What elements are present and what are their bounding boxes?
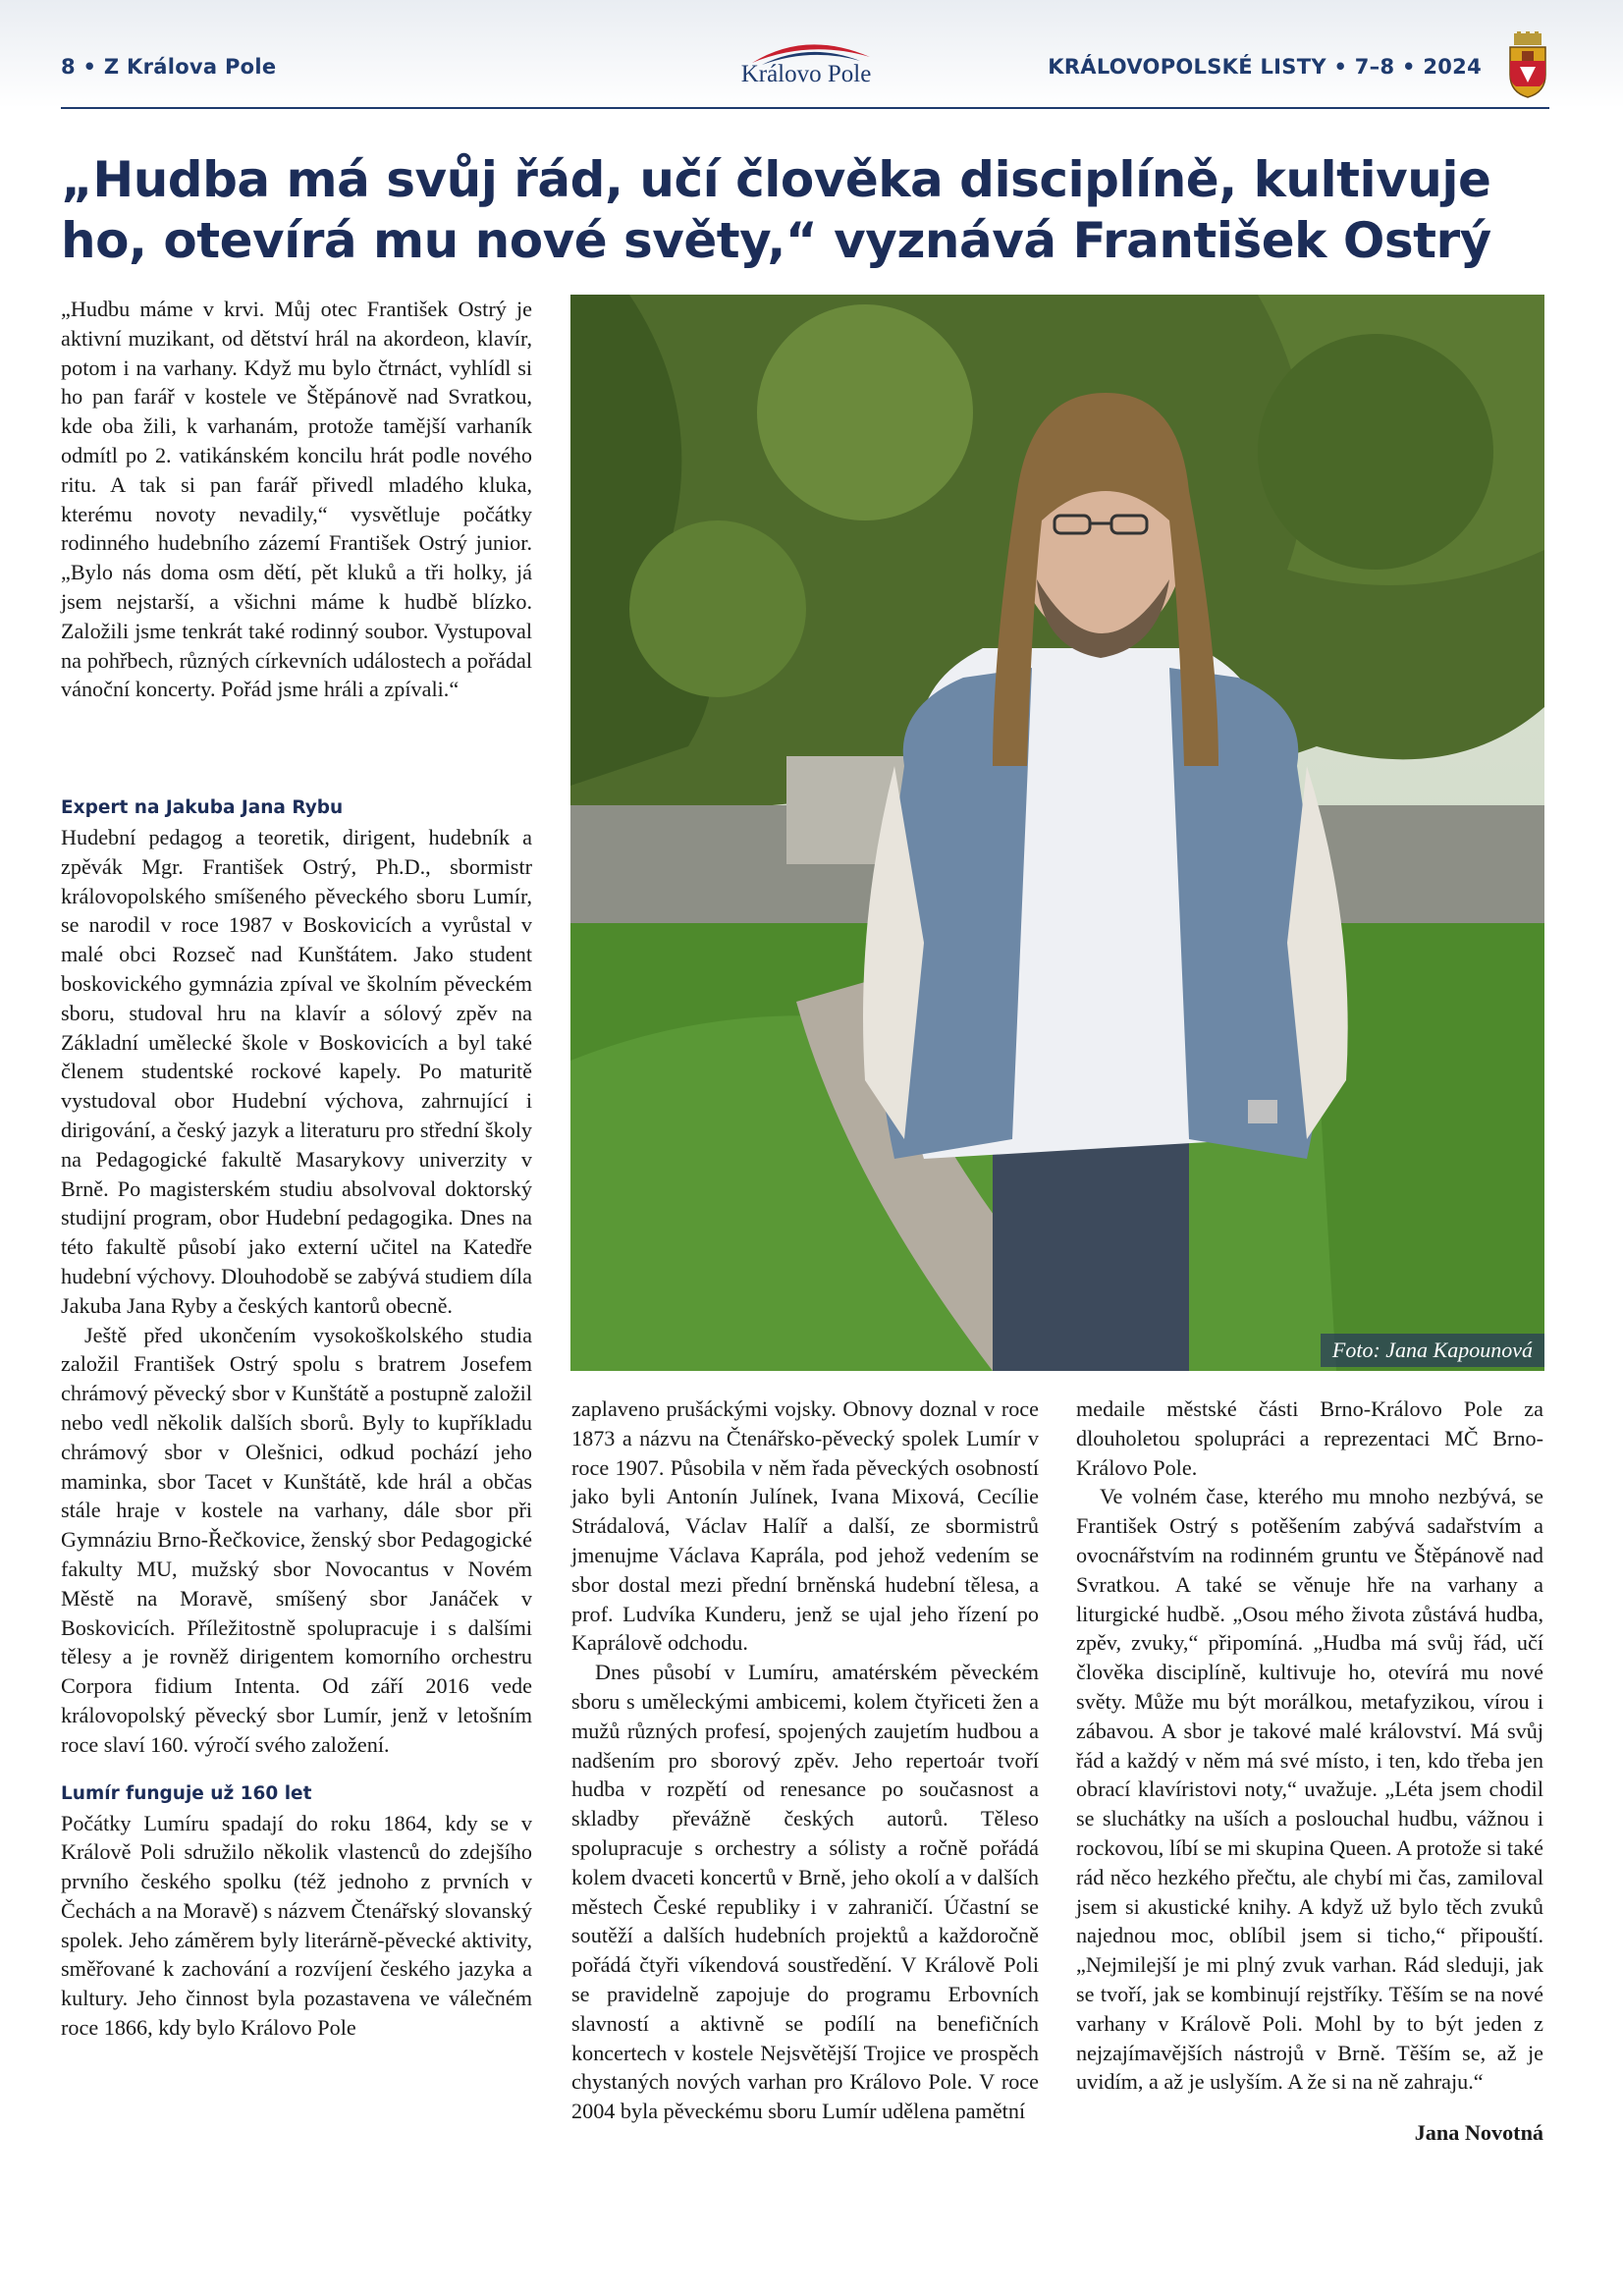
subheading-lumir: Lumír funguje už 160 let [61,1782,312,1804]
page-header [0,0,1623,108]
logo-text: Královo Pole [740,61,872,87]
right-column [1076,1394,1543,2148]
paragraph-bio: Hudební pedagog a teoretik, dirigent, hudebník a zpěvák Mgr. František Ostrý, Ph.D., sbormistr královopolského smíšeného pěveckého sboru Lumír, se narodil v roce 1987 v Boskovicích a vyrůstal v malé obci Rozseč nad Kunštátem. Jako student boskovického gymnázia zpíval ve školním pěveckém sboru, studoval hru na klavír a sólový zpěv na Základní umělecké škole v Boskovicích a byl také členem studentské rockové kapely. Po maturitě vystudoval obor Hudební výchova, zahrnující i dirigování, a český jazyk a literaturu pro střední školy na Pedagogické fakultě Masarykovy univerzity v Brně. Po magisterském studiu absolvoval doktorský studijní program, obor Hudební pedagogika. Dnes na této fakultě působí jako externí učitel na Katedře hudební výchovy. Dlouhodobě se zabývá studiem díla Jakuba Jana Ryby a českých kantorů obecně. [61,825,532,1318]
paragraph-free-time: Ve volném čase, kterého mu mnoho nezbývá, se František Ostrý s potěšením zabývá sadařstvím a ovocnářstvím na rodinném gruntu ve Štěpánově nad Svratkou. A také se věnuje hře na varhany a liturgické hudbě. „Osou mého života zůstává hudba, zpěv, zvuky,“ připomíná. „Hudba má svůj řád, učí člověka disciplíně, kultivuje ho, otevírá mu nové světy. Může mu být morálkou, metafyzikou, vírou i zábavou. A sbor je takové malé království. Má svůj řád a každý v něm má své místo, i ten, kdo třeba jen obrací klavíristovi noty,“ uvažuje. „Léta jsem chodil se sluchátky na uších a poslouchal hudbu, vážnou i rockovou, líbí se mi skupina Queen. A protože si také rád něco hezkého přečtu, ale chybí mi čas, zamiloval jsem si akustické knihy. A když už bylo těch zvuků najednou moc, oblíbil jsem si ticho,“ připouští. „Nejmilejší je mi plný zvuk varhan. Rád sleduji, jak se tvoří, jak se kombinují rejstříky. Těším se na nové varhany v Králově Poli. Mohl by to být jeden z nejzajímavějších nástrojů v Brně. Těším se, až je uvidím, a až je uslyším. A že si na ně zahraju.“ [1076,1484,1543,2095]
coat-of-arms-icon [1506,31,1549,98]
publication-issue: KRÁLOVOPOLSKÉ LISTY • 7–8 • 2024 [1048,55,1482,79]
paragraph-choirs: Ještě před ukončením vysokoškolského studia založil František Ostrý spolu s bratrem Josefem chrámový pěvecký sbor v Kunštátě a postupně založil nebo vedl několik dalších sborů. Byly to kupříkladu chrámový sbor v Olešnici, odkud pochází jeho maminka, sbor Tacet v Kunštátě, kde hrál a občas stále hraje v kostele na varhany, dále sbor při Gymnáziu Brno-Řečkovice, ženský sbor Pedagogické fakulty MU, mužský sbor Novocantus v Novém Městě na Moravě, smíšený sbor Janáček v Boskovicích. Příležitostně spolupracuje i s dalšími tělesy a je rovněž dirigentem komorního orchestru Corpora fidium Intenta. Od září 2016 vede královopolský pěvecký sbor Lumír, jenž v letošním roce slaví 160. výročí svého založení. [61,1322,532,1757]
photo-caption: Foto: Jana Kapounová [1321,1334,1544,1367]
portrait-photo [570,295,1544,1371]
paragraph-lumir-history: Počátky Lumíru spadají do roku 1864, kdy se v Králově Poli sdružilo několik vlastenců do zdejšího prvního českého spolku (též jednoho z prvních v Čechách a na Moravě) s názvem Čtenářský slovanský spolek. Jeho záměrem byly literárně-pěvecké aktivity, směřované k zachování a rozvíjení českého jazyka a kultury. Jeho činnost byla pozastavena ve válečném roce 1866, kdy bylo Královo Pole [61,1810,532,2041]
page-number-section: 8 • Z Králova Pole [61,55,277,79]
intro-paragraph: „Hudbu máme v krvi. Můj otec František Ostrý je aktivní muzikant, od dětství hrál na akordeon, klavír, potom i na varhany. Když mu bylo čtrnáct, vyhlídl si ho pan farář v kostele ve Štěpánově nad Svratkou, kde oba žili, k varhanám, protože tamější varhaník odmítl po 2. vatikánském koncilu hrát podle nového ritu. A tak si pan farář přivedl mladého kluka, kterému novoty nevadily,“ vysvětluje počátky rodinného hudebního zázemí František Ostrý junior. „Bylo nás doma osm dětí, pět kluků a tři holky, já jsem nejstarší, a všichni máme k hudbě blízko. Založili jsme tenkrát také rodinný soubor. Vystupoval na pohřbech, různých církevních událostech a pořádal vánoční koncerty. Pořád jsme hráli a zpívali.“ [61,297,532,702]
article-headline: „Hudba má svůj řád, učí člověka disciplíně, kultivuje ho, otevírá mu nové světy,“ vyznává František Ostrý [61,151,1491,269]
paragraph-lumir-continued: zaplaveno prušáckými vojsky. Obnovy doznal v roce 1873 a názvu na Čtenářsko-pěvecký spolek Lumír v roce 1907. Působila v něm řada pěveckých osobností jako byli Antonín Julínek, Ivana Mixová, Cecílie Strádalová, Václav Halíř a další, ze sbormistrů jmenujme Václava Kaprála, pod jehož vedením se sbor dostal mezi přední brněnská hudební tělesa, a prof. Ludvíka Kunderu, jenž se ujal jeho řízení po Kaprálově odchodu. [571,1396,1039,1656]
paragraph-lumir-today: Dnes působí v Lumíru, amatérském pěveckém sboru s uměleckými ambicemi, kolem čtyřiceti žen a mužů různých profesí, spojených zaujetím hudbou a nadšením pro sborový zpěv. Jeho repertoár tvoří hudba v rozpětí od renesance po současnost a skladby převážně českých autorů. Těleso spolupracuje s orchestry a sólisty a ročně pořádá kolem dvaceti koncertů v Brně, jeho okolí a v dalších městech České republiky i v zahraničí. Účastní se soutěží a dalších hudebních projektů a každoročně pořádá čtyři víkendová soustředění. V Králově Poli se pravidelně zapojuje do programu Erbovních slavností a aktivně se podílí na benefičních koncertech v kostele Nejsvětější Trojice ve prospěch chystaných nových varhan pro Královo Pole. V roce 2004 byla pěveckému sboru Lumír udělena pamětní [571,1660,1039,2124]
intro-column [61,295,532,704]
header-rule [61,107,1549,109]
subheading-expert: Expert na Jakuba Jana Rybu [61,797,344,818]
article-author: Jana Novotná [1414,2120,1543,2146]
middle-column [571,1394,1039,2126]
left-column [61,793,532,2043]
paragraph-medal: medaile městské části Brno-Královo Pole za dlouholetou spolupráci a reprezentaci MČ Brno-Královo Pole. [1076,1396,1543,1480]
kralovo-pole-logo [723,33,890,92]
